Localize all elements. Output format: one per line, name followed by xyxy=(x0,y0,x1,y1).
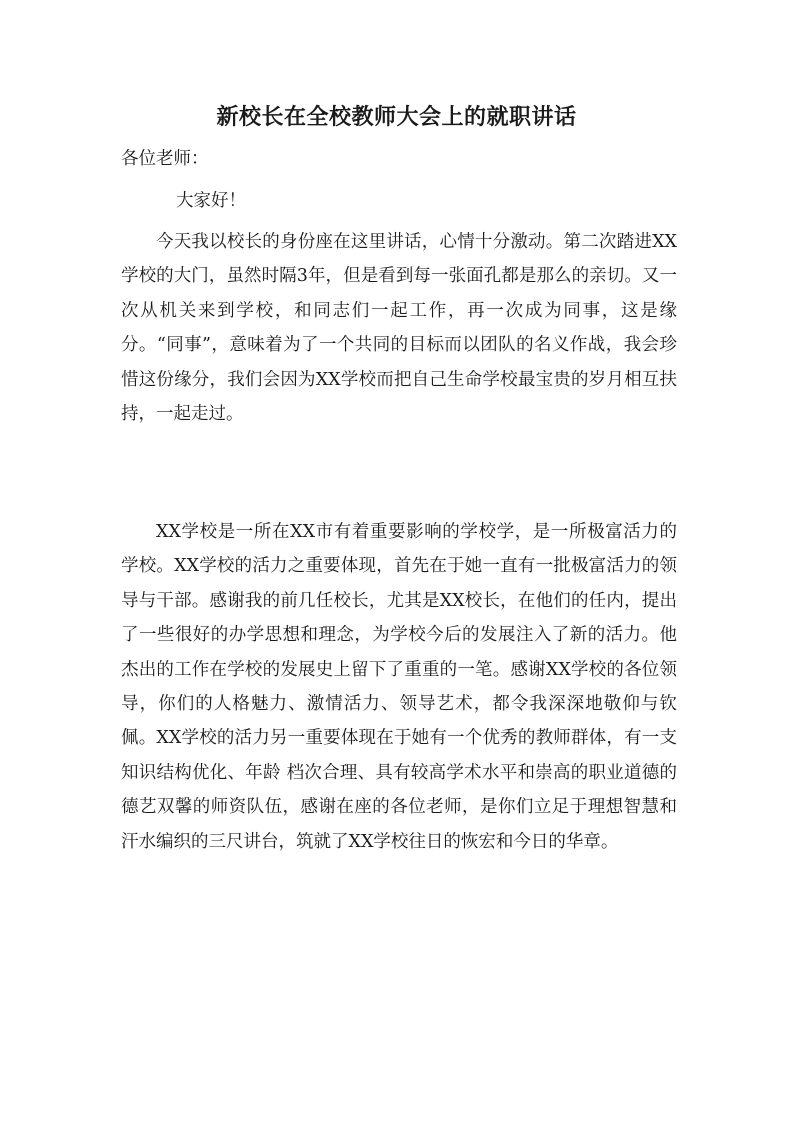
paragraph-1: 今天我以校长的身份座在这里讲话，心情十分激动。第二次踏进XX学校的大门，虽然时隔3年，但是看到每一张面孔都是那么的亲切。又一次从机关来到学校，和同志们一起工作，再一次成为同事，这是缘分。“同事”，意味着为了一个共同的目标而以团队的名义作战，我会珍惜这份缘分，我们会因为XX学校而把自己生命学校最宝贵的岁月相互扶持，一起走过。 xyxy=(121,232,677,425)
salutation: 各位老师： xyxy=(121,149,209,169)
greeting: 大家好！ xyxy=(176,191,246,211)
paragraph-2: XX学校是一所在XX市有着重要影响的学校学，是一所极富活力的学校。XX学校的活力之重要体现，首先在于她一直有一批极富活力的领导与干部。感谢我的前几任校长，尤其是XX校长，在他们的任内，提出了一些很好的办学思想和理念，为学校今后的发展注入了新的活力。他杰出的工作在学校的发展史上留下了重重的一笔。感谢XX学校的各位领导，你们的人格魅力、激情活力、领导艺术，都令我深深地敬仰与钦佩。XX学校的活力另一重要体现在于她有一个优秀的教师群体，有一支知识结构优化、年龄 档次合理、具有较高学术水平和崇高的职业道德的德艺双馨的师资队伍，感谢在座的各位老师，是你们立足于理想智慧和汗水编织的三尺讲台，筑就了XX学校往日的恢宏和今日的华章。 xyxy=(121,522,677,852)
document-title: 新校长在全校教师大会上的就职讲话 xyxy=(216,105,577,130)
